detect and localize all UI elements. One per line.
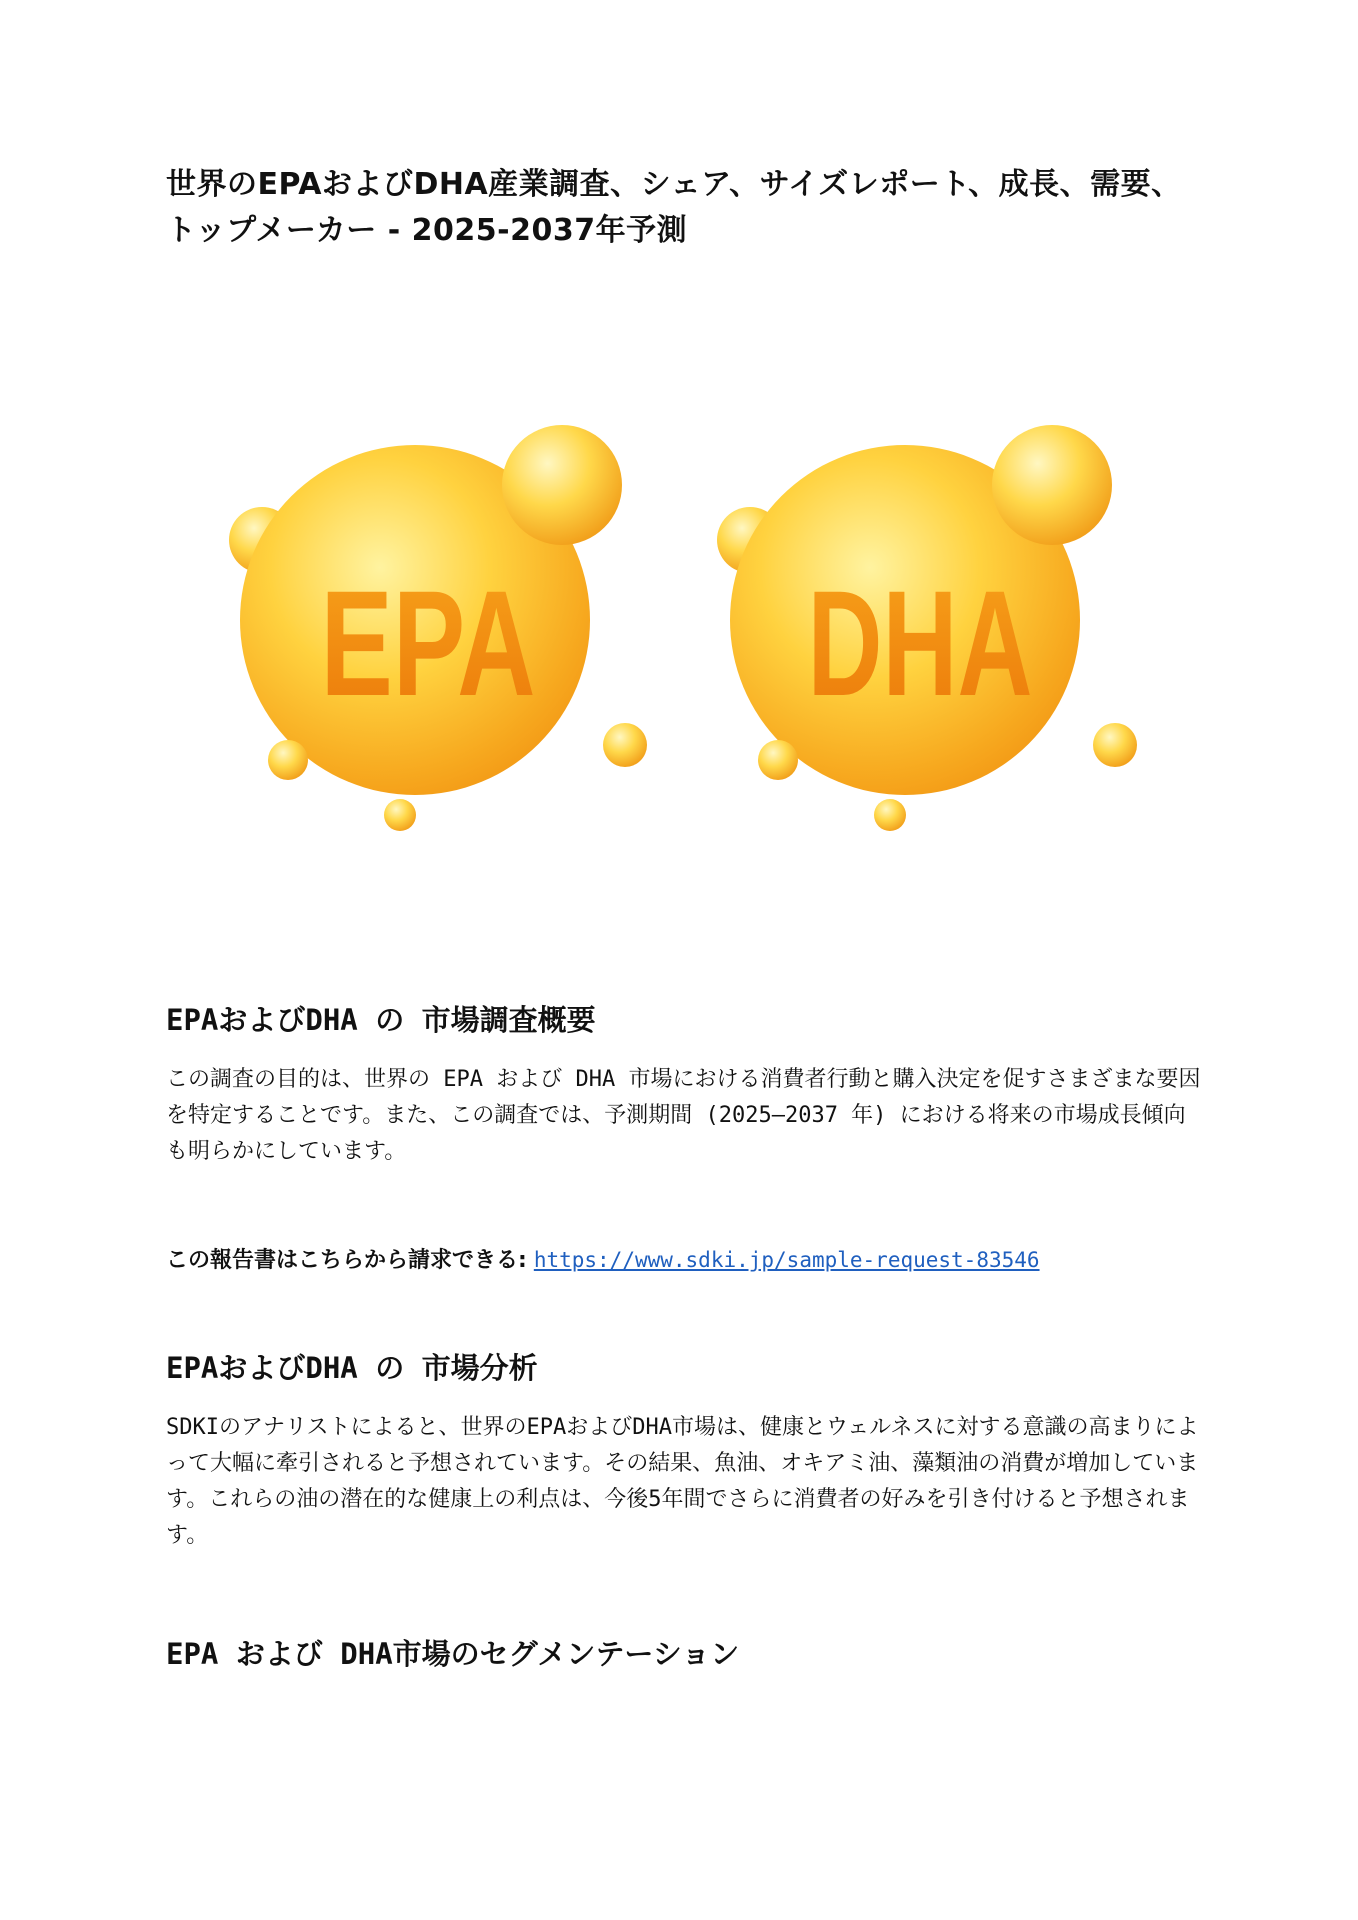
analysis-heading: EPAおよびDHA の 市場分析 — [166, 1351, 538, 1385]
analysis-paragraph: SDKIのアナリストによると、世界のEPAおよびDHA市場は、健康とウェルネスに対する意識の高まりによって大幅に牽引されると予想されています。その結果、魚油、オキアミ油、藻類油の消費が増加しています。これらの油の潜在的な健康上の利点は、今後5年間でさらに消費者の好みを引き付けると予想されます。 — [166, 1415, 1199, 1548]
epa-large-bubble-top — [502, 425, 622, 545]
epa-small-bubble-bottom-left — [268, 740, 308, 780]
dha-small-bubble-bottom-left — [758, 740, 798, 780]
epa-bubble-group — [229, 425, 647, 831]
dha-large-bubble-top — [992, 425, 1112, 545]
epa-bubble-label: EPA — [320, 559, 536, 727]
epa-small-bubble-bottom — [384, 799, 416, 831]
epa-small-bubble-right — [603, 723, 647, 767]
sample-request-line — [166, 1242, 1040, 1279]
dha-small-bubble-right — [1093, 723, 1137, 767]
overview-paragraph: この調査の目的は、世界の EPA および DHA 市場における消費者行動と購入決定を促すさまざまな要因を特定することです。また、この調査では、予測期間 (2025—2037 年) における将来の市場成長傾向も明らかにしています。 — [166, 1067, 1201, 1164]
dha-small-bubble-bottom — [874, 799, 906, 831]
dha-bubble-label: DHA — [807, 559, 1033, 727]
report-title: 世界のEPAおよびDHA産業調査、シェア、サイズレポート、成長、需要、トップメーカー - 2025-2037年予測 — [166, 167, 1182, 248]
segmentation-heading: EPA および DHA市場のセグメンテーション — [166, 1637, 740, 1671]
sample-request-link[interactable]: https://www.sdki.jp/sample-request-83546 — [533, 1248, 1040, 1272]
dha-bubble-group — [717, 425, 1137, 831]
overview-heading: EPAおよびDHA の 市場調査概要 — [166, 1003, 596, 1037]
sample-request-label: この報告書はこちらから請求できる: — [166, 1248, 527, 1273]
epa-dha-hero-illustration — [210, 400, 1160, 850]
